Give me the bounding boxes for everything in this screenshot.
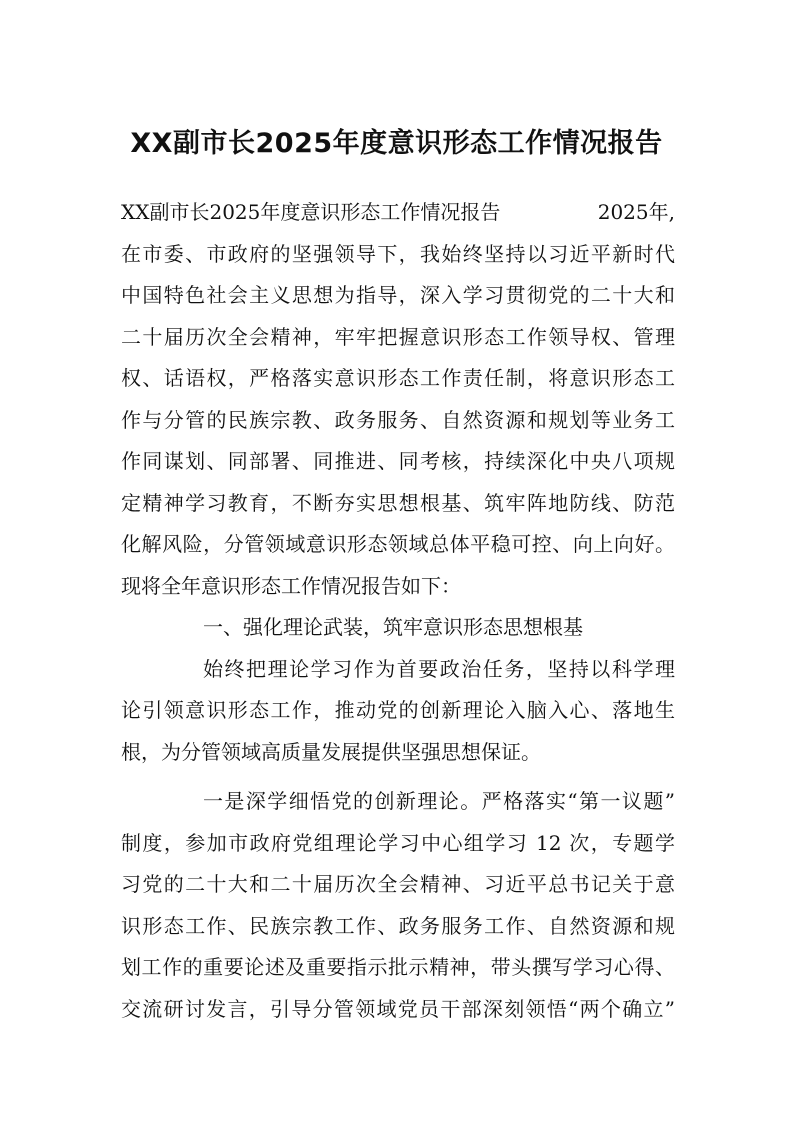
paragraph-gap: [121, 773, 675, 781]
intro-line: 作同谋划、同部署、同推进、同考核，持续深化中央八项规: [121, 449, 675, 473]
intro-line: 作与分管的民族宗教、政务服务、自然资源和规划等业务工: [121, 407, 675, 432]
intro-line: 化解风险，分管领域意识形态领域总体平稳可控、向上向好。: [121, 532, 675, 556]
intro-line: 定精神学习教育，不断夯实思想根基、筑牢阵地防线、防范: [121, 490, 675, 515]
paragraph-line: 交流研讨发言，引导分管领域党员干部深刻领悟“两个确立”: [121, 996, 675, 1021]
intro-line: 中国特色社会主义思想为指导，深入学习贯彻党的二十大和: [121, 283, 675, 307]
intro-repeated-title: XX副市长2025年度意识形态工作情况报告: [121, 200, 501, 224]
intro-line: 在市委、市政府的坚强领导下，我始终坚持以习近平新时代: [121, 241, 675, 266]
intro-year-start: 2025年,: [597, 200, 675, 224]
intro-first-line: [121, 192, 675, 234]
intro-line: 权、话语权，严格落实意识形态工作责任制，将意识形态工: [121, 366, 675, 390]
paragraph-line: 划工作的重要论述及重要指示批示精神，带头撰写学习心得、: [121, 955, 675, 979]
paragraph-line: 识形态工作、民族宗教工作、政务服务工作、自然资源和规: [121, 913, 675, 938]
section-heading: 一、强化理论武装，筑牢意识形态思想根基: [203, 615, 583, 639]
document-body: [121, 192, 675, 1030]
paragraph-line: 根，为分管领域高质量发展提供坚强思想保证。: [121, 739, 541, 764]
paragraph-line: 论引领意识形态工作，推动党的创新理论入脑入心、落地生: [121, 698, 675, 722]
paragraph-line: 习党的二十大和二十届历次全会精神、习近平总书记关于意: [121, 872, 675, 896]
paragraph-line: 始终把理论学习作为首要政治任务，坚持以科学理: [203, 656, 675, 681]
document-title: XX副市长2025年度意识形态工作情况报告: [130, 128, 663, 159]
intro-line: 二十届历次全会精神，牢牢把握意识形态工作领导权、管理: [121, 324, 675, 349]
paragraph-line: 一是深学细悟党的创新理论。严格落实“第一议题”: [203, 789, 675, 813]
intro-line: 现将全年意识形态工作情况报告如下：: [121, 573, 461, 598]
paragraph-line: 制度，参加市政府党组理论学习中心组学习 12 次，专题学: [121, 830, 675, 855]
